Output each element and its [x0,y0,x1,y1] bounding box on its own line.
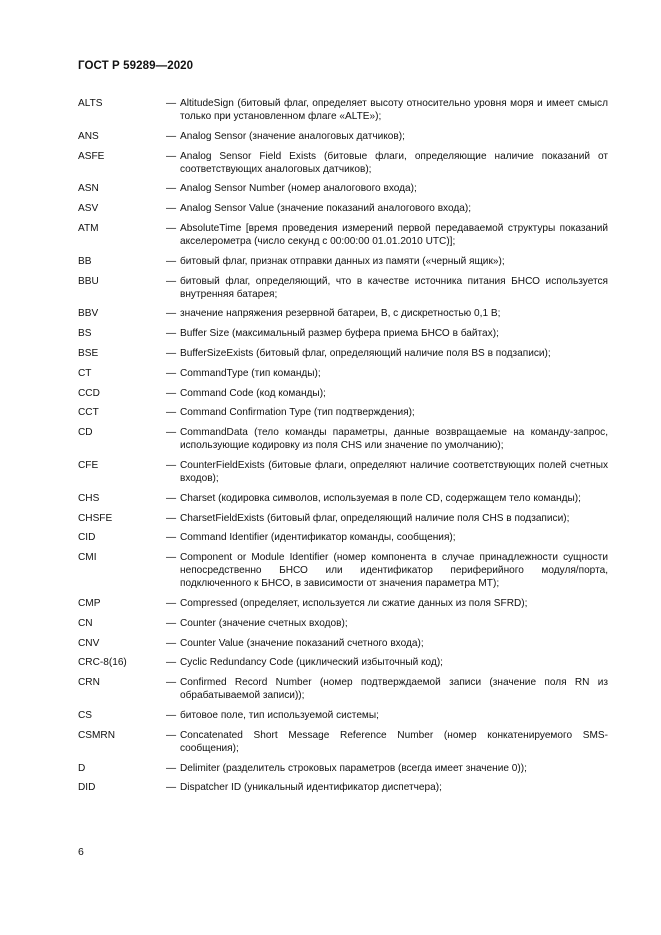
abbreviation-definition: AltitudeSign (битовый флаг, определяет высоту относительно уровня моря и имеет смысл только при установленном флаге «ALTE»); [180,98,608,122]
abbreviation-term: DID [78,782,96,794]
abbreviation-term: D [78,762,86,774]
abbreviation-definition: Command Code (код команды); [180,387,326,399]
abbreviation-entry [78,617,608,630]
abbreviation-definition: Component or Module Identifier (номер компонента в случае принадлежности сущности непосредственно БНСО или идентификатор периферийного модуля/порта, подключенного к БНСО, в зависимости от значения параметра MT); [180,552,608,590]
definition-dash: — [166,512,177,524]
abbreviation-entry [78,347,608,360]
abbreviation-definition: Compressed (определяет, используется ли сжатие данных из поля SFRD); [180,597,528,609]
abbreviation-term: ALTS [78,98,103,109]
definition-dash: — [166,782,177,794]
abbreviation-term: CMP [78,597,101,609]
abbreviation-term: BBV [78,308,99,320]
abbreviation-entry [78,222,608,248]
abbreviation-term: ASV [78,203,99,215]
abbreviation-entry [78,656,608,669]
page-number: 6 [78,846,84,858]
abbreviation-definition: значение напряжения резервной батареи, В, с дискретностью 0,1 В; [180,308,501,320]
definition-dash: — [166,222,177,234]
definition-dash: — [166,347,177,359]
definition-dash: — [166,130,177,142]
abbreviation-term: CMI [78,552,97,564]
abbreviation-entry [78,729,608,755]
abbreviation-entry [78,367,608,380]
definition-dash: — [166,677,177,689]
abbreviation-term: CN [78,617,93,629]
abbreviation-entry [78,637,608,650]
definition-dash: — [166,637,177,649]
abbreviation-entry [78,307,608,320]
abbreviation-entry [78,459,608,485]
abbreviation-definition: AbsoluteTime [время проведения измерений первой передаваемой структуры показаний акселерометра (число секунд с 00:00:00 01.01.2010 UTC)]; [180,222,608,247]
definition-dash: — [166,552,177,564]
abbreviation-definition: Charset (кодировка символов, используемая в поле CD, содержащем тело команды); [180,492,581,504]
abbreviation-definition: Dispatcher ID (уникальный идентификатор диспетчера); [180,782,442,794]
definition-dash: — [166,709,177,721]
abbreviation-entry [78,531,608,544]
document-header: ГОСТ Р 59289—2020 [78,60,194,72]
abbreviation-entry [78,327,608,340]
definition-dash: — [166,762,177,774]
abbreviation-entry [78,130,608,143]
abbreviation-entry [78,512,608,525]
abbreviation-list [78,97,608,801]
definition-dash: — [166,98,177,109]
abbreviation-entry [78,150,608,176]
abbreviation-definition: Analog Sensor Field Exists (битовые флаги, определяющие наличие показаний от соответствующих аналоговых датчиков); [180,150,608,175]
abbreviation-definition: Command Confirmation Type (тип подтверждения); [180,407,415,419]
abbreviation-term: ATM [78,222,99,234]
abbreviation-definition: CommandType (тип команды); [180,367,321,379]
definition-dash: — [166,427,177,439]
abbreviation-definition: CharsetFieldExists (битовый флаг, определяющий наличие поля CHS в подзаписи); [180,512,570,524]
abbreviation-definition: Buffer Size (максимальный размер буфера приема БНСО в байтах); [180,328,499,340]
abbreviation-term: BSE [78,347,99,359]
abbreviation-entry [78,597,608,610]
abbreviation-term: CS [78,709,93,721]
abbreviation-term: CFE [78,459,99,471]
abbreviation-term: BB [78,255,92,267]
abbreviation-term: CRC-8(16) [78,657,127,669]
abbreviation-definition: Analog Sensor Value (значение показаний аналогового входа); [180,203,472,215]
definition-dash: — [166,492,177,504]
definition-dash: — [166,203,177,215]
abbreviation-definition: CommandData (тело команды параметры, данные возвращаемые на команду-запрос, использующие кодировку из поля CHS или значение по умолчанию); [180,427,608,452]
abbreviation-entry [78,426,608,452]
abbreviation-term: CHSFE [78,512,113,524]
definition-dash: — [166,387,177,399]
abbreviation-definition: Concatenated Short Message Reference Number (номер конкатенируемого SMS-сообщения); [180,729,608,754]
abbreviation-term: ANS [78,130,99,142]
abbreviation-term: CRN [78,677,100,689]
definition-dash: — [166,275,177,287]
abbreviation-entry [78,676,608,702]
abbreviation-entry [78,551,608,590]
abbreviation-entry [78,406,608,419]
abbreviation-definition: Delimiter (разделитель строковых параметров (всегда имеет значение 0)); [180,762,527,774]
definition-dash: — [166,532,177,544]
abbreviation-entry [78,709,608,722]
definition-dash: — [166,729,177,741]
abbreviation-definition: Confirmed Record Number (номер подтверждаемой записи (значение поля RN из обрабатываемой записи)); [180,677,608,702]
abbreviation-definition: битовый флаг, определяющий, что в качестве источника питания БНСО используется внутренняя батарея; [180,275,608,300]
abbreviation-definition: битовый флаг, признак отправки данных из памяти («черный ящик»); [180,255,505,267]
abbreviation-term: CNV [78,637,100,649]
definition-dash: — [166,617,177,629]
definition-dash: — [166,459,177,471]
abbreviation-term: BBU [78,275,99,287]
definition-dash: — [166,657,177,669]
abbreviation-term: CHS [78,492,100,504]
abbreviation-term: CD [78,427,93,439]
abbreviation-definition: CounterFieldExists (битовые флаги, определяют наличие соответствующих полей счетных входов); [180,459,608,484]
abbreviation-term: CID [78,532,96,544]
definition-dash: — [166,308,177,320]
abbreviation-term: CT [78,367,92,379]
abbreviation-definition: Cyclic Redundancy Code (циклический избыточный код); [180,657,443,669]
abbreviation-entry [78,492,608,505]
abbreviation-term: CSMRN [78,729,116,741]
abbreviation-entry [78,182,608,195]
abbreviation-entry [78,202,608,215]
abbreviation-term: CCT [78,407,99,419]
abbreviation-entry [78,275,608,301]
abbreviation-entry [78,781,608,794]
abbreviation-term: CCD [78,387,100,399]
abbreviation-definition: битовое поле, тип используемой системы; [180,709,379,721]
abbreviation-definition: BufferSizeExists (битовый флаг, определяющий наличие поля BS в подзаписи); [180,347,551,359]
definition-dash: — [166,328,177,340]
abbreviation-entry [78,762,608,775]
abbreviation-definition: Counter Value (значение показаний счетного входа); [180,637,424,649]
definition-dash: — [166,150,177,162]
definition-dash: — [166,407,177,419]
abbreviation-entry [78,387,608,400]
definition-dash: — [166,183,177,195]
definition-dash: — [166,597,177,609]
abbreviation-definition: Analog Sensor Number (номер аналогового входа); [180,183,417,195]
abbreviation-term: BS [78,328,92,340]
abbreviation-entry [78,255,608,268]
abbreviation-definition: Command Identifier (идентификатор команды, сообщения); [180,532,456,544]
abbreviation-entry [78,97,608,123]
definition-dash: — [166,255,177,267]
abbreviation-definition: Counter (значение счетных входов); [180,617,348,629]
abbreviation-term: ASN [78,183,99,195]
abbreviation-definition: Analog Sensor (значение аналоговых датчиков); [180,130,405,142]
abbreviation-term: ASFE [78,150,105,162]
definition-dash: — [166,367,177,379]
